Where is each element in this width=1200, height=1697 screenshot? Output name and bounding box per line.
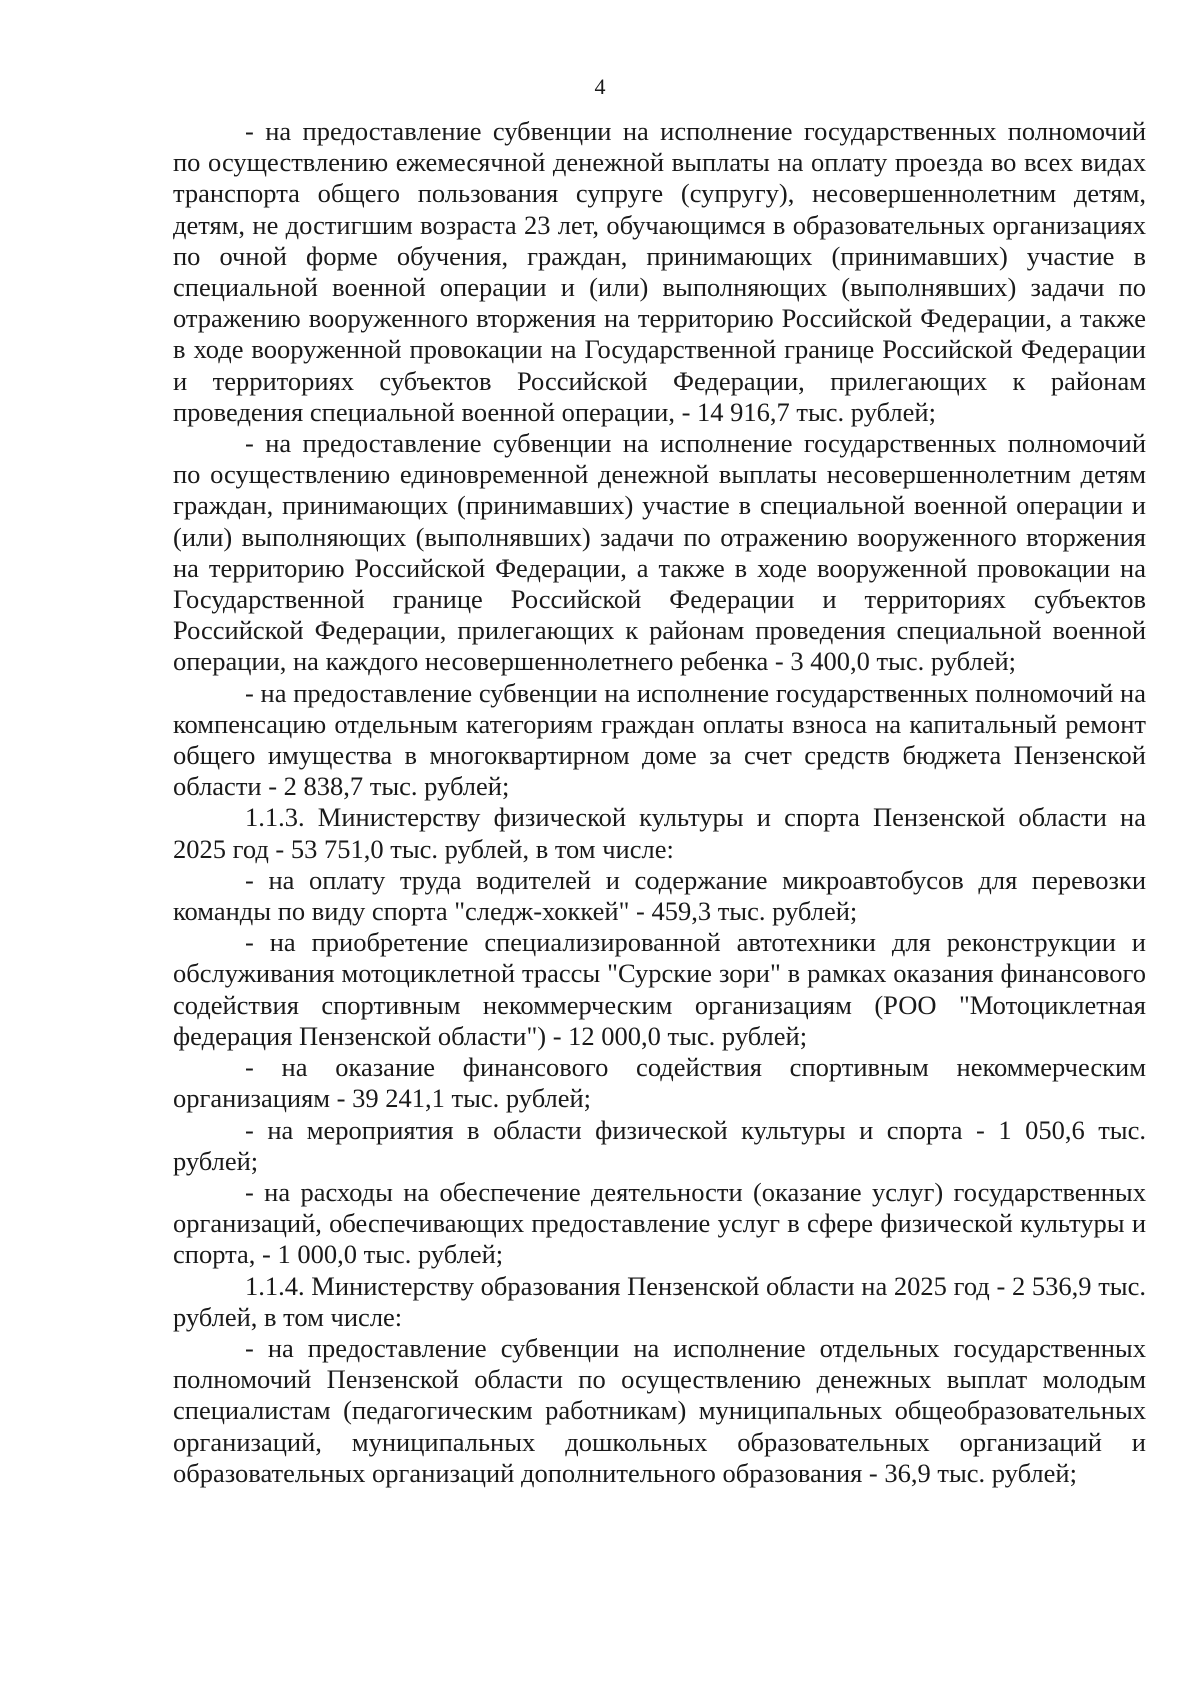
paragraph-subvention-monthly-payment: - на предоставление субвенции на исполнение государственных полномочий по осуществлению ежемесячной денежной выплаты на оплату проезда во всех видах транспорта общего пользования супруге (супругу), несовершеннолетним детям, детям, не достигшим возраста 23 лет, обучающимся в образовательных организациях по очной форме обучения, граждан, принимающих (принимавших) участие в специальной военной операции и (или) выполняющих (выполнявших) задачи по отражению вооруженного вторжения на территорию Российской Федерации, а также в ходе вооруженной провокации на Государственной границе Российской Федерации и территориях субъектов Российской Федерации, прилегающих к районам проведения специальной военной операции, - 14 916,7 тыс. рублей; xyxy=(173,116,1146,427)
paragraph-subvention-capital-repair: - на предоставление субвенции на исполнение государственных полномочий на компенсацию отдельным категориям граждан оплаты взноса на капитальный ремонт общего имущества в многоквартирном доме за счет средств бюджета Пензенской области - 2 838,7 тыс. рублей; xyxy=(173,677,1146,802)
paragraph-subvention-one-time-payment: - на предоставление субвенции на исполнение государственных полномочий по осуществлению единовременной денежной выплаты несовершеннолетним детям граждан, принимающих (принимавших) участие в специальной военной операции и (или) выполняющих (выполнявших) задачи по отражению вооруженного вторжения на территорию Российской Федерации, а также в ходе вооруженной провокации на Государственной границе Российской Федерации и территориях субъектов Российской Федерации, прилегающих к районам проведения специальной военной операции, на каждого несовершеннолетнего ребенка - 3 400,0 тыс. рублей; xyxy=(173,428,1146,677)
paragraph-motorcycle-track: - на приобретение специализированной автотехники для реконструкции и обслуживания мотоциклетной трассы "Сурские зори" в рамках оказания финансового содействия спортивным некоммерческим организациям (РОО "Мотоциклетная федерация Пензенской области") - 12 000,0 тыс. рублей; xyxy=(173,927,1146,1051)
paragraph-ministry-sport: 1.1.3. Министерству физической культуры и спорта Пензенской области на 2025 год - 53 751,0 тыс. рублей, в том числе: xyxy=(173,802,1146,864)
page-number: 4 xyxy=(594,74,606,99)
document-body xyxy=(173,116,1146,1489)
paragraph-sport-organizations: - на расходы на обеспечение деятельности (оказание услуг) государственных организаций, обеспечивающих предоставление услуг в сфере физической культуры и спорта, - 1 000,0 тыс. рублей; xyxy=(173,1176,1146,1270)
paragraph-sport-nonprofit-support: - на оказание финансового содействия спортивным некоммерческим организациям - 39 241,1 тыс. рублей; xyxy=(173,1052,1146,1114)
paragraph-ministry-education: 1.1.4. Министерству образования Пензенской области на 2025 год - 2 536,9 тыс. рублей, в том числе: xyxy=(173,1270,1146,1332)
paragraph-sledge-hockey: - на оплату труда водителей и содержание микроавтобусов для перевозки команды по виду спорта "следж-хоккей" - 459,3 тыс. рублей; xyxy=(173,864,1146,927)
paragraph-sport-events: - на мероприятия в области физической культуры и спорта - 1 050,6 тыс. рублей; xyxy=(173,1114,1146,1176)
paragraph-young-specialists: - на предоставление субвенции на исполнение отдельных государственных полномочий Пензенской области по осуществлению денежных выплат молодым специалистам (педагогическим работникам) муниципальных общеобразовательных организаций, муниципальных дошкольных образовательных организаций и образовательных организаций дополнительного образования - 36,9 тыс. рублей; xyxy=(173,1332,1146,1488)
